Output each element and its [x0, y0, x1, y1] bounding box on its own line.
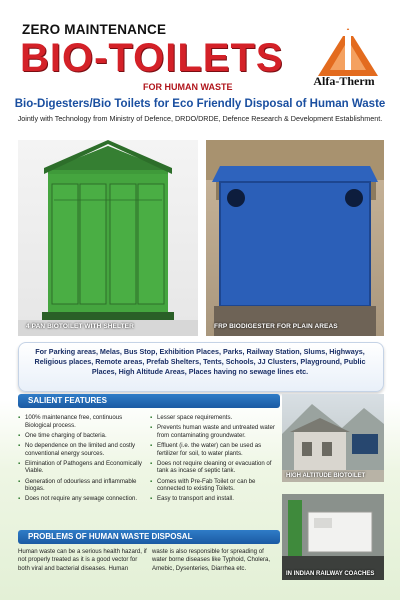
problems-text-right: waste is also responsible for spreading of water borne diseases like Typhoid, Cholera, Amebic, Dysenteries, Diarrhea etc.: [152, 548, 271, 572]
photo-high-altitude: [282, 394, 384, 482]
list-item: ▪ Does not require any sewage connection.: [18, 495, 138, 503]
bullet-icon: ▪: [18, 495, 21, 503]
problems-heading: PROBLEMS OF HUMAN WASTE DISPOSAL: [18, 530, 280, 544]
problems-text-left: Human waste can be a serious health hazard, if not properly treated as it is a good vector for both viral and bacterial diseases. Human: [18, 548, 147, 572]
side-caption-2: IN INDIAN RAILWAY COACHES: [286, 571, 375, 577]
side-caption-1: HIGH ALTITUDE BIOTOILET: [286, 473, 366, 479]
kicker-text: ZERO MAINTENANCE: [22, 22, 167, 37]
bullet-icon: ▪: [18, 441, 21, 449]
blue-biodigester-tank-photo-icon: [206, 140, 384, 336]
features-list-right: [150, 414, 278, 506]
high-altitude-biotoilet-photo-icon: [282, 394, 384, 482]
title-tagline: FOR HUMAN WASTE: [143, 82, 233, 92]
bullet-icon: ▪: [18, 477, 21, 485]
list-item: ▪ Easy to transport and install.: [150, 495, 234, 503]
main-title: BIO-TOILETS: [20, 36, 284, 80]
list-item: ▪ Comes with Pre-Fab Toilet or can be connected to existing Toilets.: [150, 477, 256, 493]
bullet-icon: ▪: [18, 414, 21, 421]
list-item: ▪ Elimination of Pathogens and Economically Viable.: [18, 459, 142, 475]
green-toilet-shelter-photo-icon: [18, 140, 198, 336]
photo-railway-coach: [282, 494, 384, 580]
bullet-icon: ▪: [150, 477, 153, 485]
photo-caption-right: FRP BIODIGESTER FOR PLAIN AREAS: [214, 323, 338, 330]
photo-caption-left: 4 PAN BIOTOILET WITH SHELTER: [26, 323, 134, 330]
list-item: ▪ Lesser space requirements.: [150, 414, 233, 421]
bullet-icon: ▪: [150, 495, 153, 503]
bullet-icon: ▪: [150, 441, 153, 449]
bullet-icon: ▪: [150, 414, 153, 421]
railway-coach-biotoilet-photo-icon: [282, 494, 384, 580]
list-item: ▪ Generation of odourless and inflammable biogas.: [18, 477, 137, 493]
list-item: ▪ 100% maintenance free, continuous Biological process.: [18, 414, 123, 429]
photo-green-shelter: [18, 140, 198, 336]
bullet-icon: ▪: [150, 459, 153, 467]
list-item: ▪ Effluent (i.e. the water) can be used as fertilizer for soil, to water plants.: [150, 441, 262, 457]
collaboration-note: Jointly with Technology from Ministry of Defence, DRDO/DRDE, Defence Research & Development Establishment.: [17, 114, 383, 123]
photo-blue-biodigester: [206, 140, 384, 336]
bullet-icon: ▪: [150, 424, 153, 432]
list-item: ▪ No dependence on the limited and costly conventional energy sources.: [18, 441, 136, 457]
usage-areas-text: For Parking areas, Melas, Bus Stop, Exhibition Places, Parks, Railway Station, Slums, Highways, Religious places, Remote areas, Prefab Shelters, Tents, Schools, JJ Clusters, Playground, Public Places, High Altitude Areas, Places having no sewage lines etc.: [34, 347, 366, 376]
bullet-icon: ▪: [18, 431, 21, 439]
features-list-left: [18, 414, 146, 506]
salient-features-heading: SALIENT FEATURES: [18, 394, 280, 408]
list-item: ▪ Prevents human waste and untreated water from contaminating groundwater.: [150, 424, 275, 439]
subtitle: Bio-Digesters/Bio Toilets for Eco Friendly Disposal of Human Waste: [14, 98, 386, 110]
logo-wordmark: Alfa-Therm: [313, 74, 375, 88]
bullet-icon: ▪: [18, 459, 21, 467]
list-item: ▪ One time charging of bacteria.: [18, 431, 107, 439]
list-item: ▪ Does not require cleaning or evacuation of tank as incase of septic tank.: [150, 459, 272, 475]
